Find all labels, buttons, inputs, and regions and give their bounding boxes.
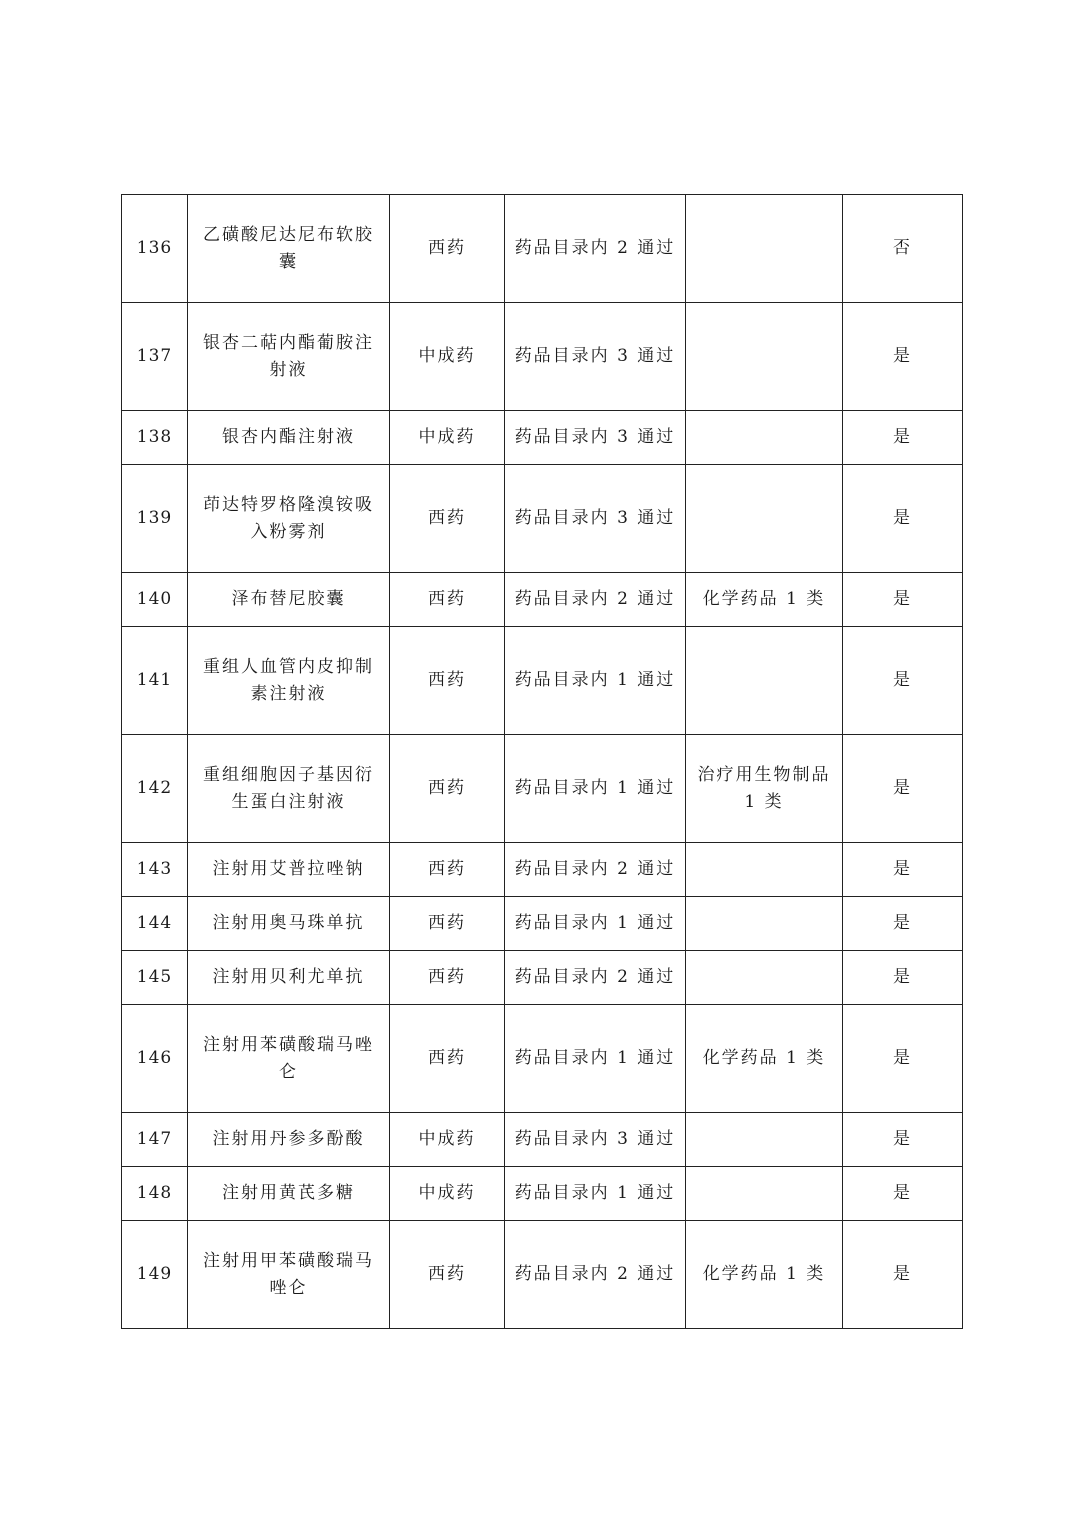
drug-type: 西药 <box>390 195 505 303</box>
drug-type: 西药 <box>390 735 505 843</box>
drug-type: 西药 <box>390 465 505 573</box>
review-status: 药品目录内 3 通过 <box>505 303 686 411</box>
flag-value: 是 <box>843 1221 963 1329</box>
row-number: 145 <box>122 951 188 1005</box>
drug-name: 茚达特罗格隆溴铵吸入粉雾剂 <box>188 465 390 573</box>
drug-category: 化学药品 1 类 <box>686 1221 843 1329</box>
drug-category: 治疗用生物制品 1 类 <box>686 735 843 843</box>
table-row <box>122 195 963 303</box>
review-status: 药品目录内 1 通过 <box>505 897 686 951</box>
review-status: 药品目录内 3 通过 <box>505 411 686 465</box>
flag-value: 是 <box>843 573 963 627</box>
drug-category <box>686 627 843 735</box>
drug-category: 化学药品 1 类 <box>686 1005 843 1113</box>
flag-value: 是 <box>843 303 963 411</box>
flag-value: 是 <box>843 951 963 1005</box>
review-status: 药品目录内 2 通过 <box>505 573 686 627</box>
review-status: 药品目录内 1 通过 <box>505 627 686 735</box>
review-status: 药品目录内 2 通过 <box>505 1221 686 1329</box>
table-body <box>122 195 963 1329</box>
table-row <box>122 411 963 465</box>
table-row <box>122 1221 963 1329</box>
table-row <box>122 1005 963 1113</box>
drug-list-table <box>121 194 963 1329</box>
flag-value: 是 <box>843 1113 963 1167</box>
row-number: 140 <box>122 573 188 627</box>
drug-type: 西药 <box>390 1005 505 1113</box>
drug-name: 银杏内酯注射液 <box>188 411 390 465</box>
row-number: 136 <box>122 195 188 303</box>
table-row <box>122 627 963 735</box>
row-number: 142 <box>122 735 188 843</box>
drug-type: 西药 <box>390 627 505 735</box>
flag-value: 是 <box>843 1005 963 1113</box>
drug-category <box>686 303 843 411</box>
drug-name: 注射用甲苯磺酸瑞马唑仑 <box>188 1221 390 1329</box>
row-number: 148 <box>122 1167 188 1221</box>
drug-type: 西药 <box>390 573 505 627</box>
drug-category <box>686 465 843 573</box>
drug-category <box>686 411 843 465</box>
drug-type: 中成药 <box>390 1113 505 1167</box>
drug-type: 中成药 <box>390 1167 505 1221</box>
row-number: 144 <box>122 897 188 951</box>
table-row <box>122 951 963 1005</box>
drug-name: 注射用奥马珠单抗 <box>188 897 390 951</box>
flag-value: 否 <box>843 195 963 303</box>
row-number: 147 <box>122 1113 188 1167</box>
flag-value: 是 <box>843 627 963 735</box>
review-status: 药品目录内 2 通过 <box>505 843 686 897</box>
flag-value: 是 <box>843 411 963 465</box>
row-number: 149 <box>122 1221 188 1329</box>
drug-name: 重组细胞因子基因衍生蛋白注射液 <box>188 735 390 843</box>
drug-category <box>686 195 843 303</box>
review-status: 药品目录内 1 通过 <box>505 1005 686 1113</box>
drug-type: 中成药 <box>390 411 505 465</box>
drug-name: 注射用苯磺酸瑞马唑仑 <box>188 1005 390 1113</box>
table-row <box>122 573 963 627</box>
table-row <box>122 1113 963 1167</box>
flag-value: 是 <box>843 1167 963 1221</box>
flag-value: 是 <box>843 735 963 843</box>
drug-name: 注射用艾普拉唑钠 <box>188 843 390 897</box>
drug-type: 中成药 <box>390 303 505 411</box>
table-row <box>122 843 963 897</box>
drug-name: 重组人血管内皮抑制素注射液 <box>188 627 390 735</box>
review-status: 药品目录内 1 通过 <box>505 735 686 843</box>
drug-type: 西药 <box>390 843 505 897</box>
row-number: 137 <box>122 303 188 411</box>
drug-name: 注射用黄芪多糖 <box>188 1167 390 1221</box>
row-number: 146 <box>122 1005 188 1113</box>
review-status: 药品目录内 2 通过 <box>505 195 686 303</box>
flag-value: 是 <box>843 465 963 573</box>
drug-name: 泽布替尼胶囊 <box>188 573 390 627</box>
review-status: 药品目录内 3 通过 <box>505 1113 686 1167</box>
drug-category <box>686 1167 843 1221</box>
row-number: 143 <box>122 843 188 897</box>
drug-category <box>686 897 843 951</box>
drug-category <box>686 1113 843 1167</box>
drug-category: 化学药品 1 类 <box>686 573 843 627</box>
table-row <box>122 465 963 573</box>
drug-category <box>686 843 843 897</box>
flag-value: 是 <box>843 843 963 897</box>
drug-name: 注射用丹参多酚酸 <box>188 1113 390 1167</box>
drug-name: 乙磺酸尼达尼布软胶囊 <box>188 195 390 303</box>
review-status: 药品目录内 1 通过 <box>505 1167 686 1221</box>
drug-type: 西药 <box>390 951 505 1005</box>
table-row <box>122 1167 963 1221</box>
drug-name: 银杏二萜内酯葡胺注射液 <box>188 303 390 411</box>
row-number: 139 <box>122 465 188 573</box>
flag-value: 是 <box>843 897 963 951</box>
drug-category <box>686 951 843 1005</box>
row-number: 138 <box>122 411 188 465</box>
table-row <box>122 897 963 951</box>
table-row <box>122 303 963 411</box>
table-row <box>122 735 963 843</box>
drug-type: 西药 <box>390 897 505 951</box>
drug-type: 西药 <box>390 1221 505 1329</box>
row-number: 141 <box>122 627 188 735</box>
review-status: 药品目录内 3 通过 <box>505 465 686 573</box>
review-status: 药品目录内 2 通过 <box>505 951 686 1005</box>
drug-name: 注射用贝利尤单抗 <box>188 951 390 1005</box>
